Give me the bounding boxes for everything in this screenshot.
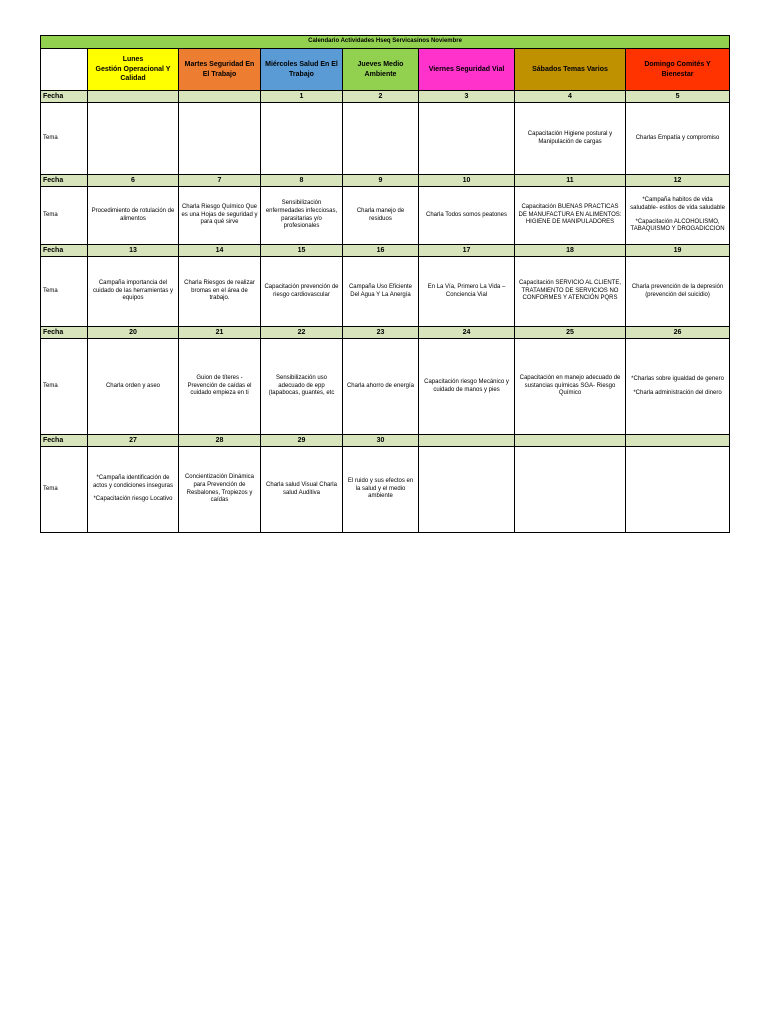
activity-cell — [626, 257, 730, 327]
tema-row — [41, 257, 730, 327]
tema-label: Tema — [41, 103, 88, 175]
activity-cell — [515, 339, 626, 435]
date-cell: 26 — [626, 327, 730, 339]
fecha-row — [41, 91, 730, 103]
date-cell: 28 — [179, 435, 261, 447]
activity-text: El ruido y sus efectos en la salud y el medio ambiente — [347, 477, 414, 500]
activity-cell — [515, 103, 626, 175]
header-lunes — [88, 49, 179, 91]
activity-text: Charla prevención de la depresión (prevención del suicidio) — [631, 283, 724, 298]
activity-text: Sensibilización enfermedades infecciosas, parasitarias y/o profesionales — [265, 199, 338, 230]
date-cell: 24 — [419, 327, 515, 339]
fecha-label: Fecha — [41, 91, 88, 103]
activity-text: Campaña importancia del cuidado de las herramientas y equipos — [92, 279, 174, 302]
date-cell: 4 — [515, 91, 626, 103]
date-cell: 8 — [261, 175, 343, 187]
fecha-row — [41, 245, 730, 257]
activity-text: Concientización Dinámica para Prevención de Resbalones, Tropiezos y caídas — [184, 473, 255, 504]
activity-cell — [626, 339, 730, 435]
activity-cell — [261, 187, 343, 245]
activity-cell — [626, 187, 730, 245]
activity-text: Charla salud Visual Charla salud Auditiva — [266, 481, 337, 496]
activity-text: Capacitación BUENAS PRACTICAS DE MANUFACTURA EN ALIMENTOS: HIGIENE DE MANIPULADORES — [518, 203, 622, 226]
tema-label: Tema — [41, 447, 88, 533]
activity-text: *Campaña habitos de vida saludable- estilos de vida saludable — [630, 196, 725, 211]
activity-text: En La Vía, Primero La Vida – Conciencia Vial — [427, 283, 506, 298]
activity-cell — [88, 257, 179, 327]
header-jueves: Jueves Medio Ambiente — [343, 49, 419, 91]
date-cell: 29 — [261, 435, 343, 447]
date-cell: 1 — [261, 91, 343, 103]
activity-text: Capacitación riesgo Mecánico y cuidado de manos y pies — [424, 378, 509, 393]
date-cell: 10 — [419, 175, 515, 187]
activity-text: *Campaña identificación de actos y condiciones inseguras — [92, 474, 174, 489]
fecha-row — [41, 327, 730, 339]
fecha-label: Fecha — [41, 175, 88, 187]
activity-text: Campaña Uso Eficiente Del Agua Y La Anergía — [348, 283, 413, 298]
date-cell: 25 — [515, 327, 626, 339]
activity-cell — [626, 103, 730, 175]
activity-cell — [343, 339, 419, 435]
activity-text: Capacitación prevención de riesgo cardiovascular — [264, 283, 339, 298]
tema-row — [41, 187, 730, 245]
date-cell — [419, 435, 515, 447]
fecha-row — [41, 435, 730, 447]
activity-text: Charla orden y aseo — [105, 382, 161, 389]
activity-cell — [179, 339, 261, 435]
date-cell: 3 — [419, 91, 515, 103]
date-cell — [88, 91, 179, 103]
activity-cell — [515, 257, 626, 327]
tema-label: Tema — [41, 187, 88, 245]
activity-text: Capacitación en manejo adecuado de sustancias químicas SGA- Riesgo Químico — [519, 374, 621, 397]
fecha-row — [41, 175, 730, 187]
header-viernes: Viernes Seguridad Vial — [419, 49, 515, 91]
date-cell — [515, 435, 626, 447]
activity-cell — [261, 103, 343, 175]
weekday-header-row — [41, 49, 730, 91]
calendar-title: Calendario Actividades Hseq Servicasinos Noviembre — [41, 36, 730, 49]
header-empty-cell — [41, 49, 88, 91]
tema-label: Tema — [41, 339, 88, 435]
activity-cell — [343, 103, 419, 175]
header-miercoles: Miércoles Salud En El Trabajo — [261, 49, 343, 91]
tema-row — [41, 339, 730, 435]
date-cell — [179, 91, 261, 103]
date-cell: 2 — [343, 91, 419, 103]
activity-cell — [261, 447, 343, 533]
activity-text: Charla Riesgo Químico Que es una Hojas de seguridad y para qué sirve — [181, 203, 258, 226]
activity-text: *Charlas sobre igualdad de genero — [631, 375, 724, 382]
header-lunes-topic: Gestión Operacional Y Calidad — [95, 65, 171, 83]
activity-cell — [261, 257, 343, 327]
activity-text-secondary: *Charla administración del dinero — [633, 389, 722, 396]
date-cell: 15 — [261, 245, 343, 257]
activity-cell — [419, 257, 515, 327]
activity-cell — [88, 187, 179, 245]
activity-text: Charla Riesgos de realizar bromas en el área de trabajo. — [184, 279, 255, 302]
activity-cell — [626, 447, 730, 533]
date-cell: 27 — [88, 435, 179, 447]
date-cell: 20 — [88, 327, 179, 339]
date-cell: 18 — [515, 245, 626, 257]
date-cell: 13 — [88, 245, 179, 257]
activity-cell — [88, 447, 179, 533]
activity-cell — [419, 447, 515, 533]
date-cell: 12 — [626, 175, 730, 187]
tema-row — [41, 103, 730, 175]
date-cell: 7 — [179, 175, 261, 187]
activity-cell — [179, 447, 261, 533]
date-cell: 17 — [419, 245, 515, 257]
date-cell: 14 — [179, 245, 261, 257]
tema-row — [41, 447, 730, 533]
calendar-table — [40, 35, 730, 533]
header-lunes-day: Lunes — [122, 56, 144, 64]
date-cell: 5 — [626, 91, 730, 103]
activity-text: Guion de títeres - Prevención de caídas el cuidado empieza en ti — [187, 374, 252, 397]
date-cell: 6 — [88, 175, 179, 187]
activity-text: Capacitación Higiene postural y Manipulación de cargas — [527, 130, 613, 145]
activity-cell — [419, 339, 515, 435]
date-cell: 21 — [179, 327, 261, 339]
date-cell: 9 — [343, 175, 419, 187]
date-cell: 23 — [343, 327, 419, 339]
activity-cell — [419, 187, 515, 245]
activity-cell — [88, 339, 179, 435]
activity-text: Charla Todos somos peatones — [426, 211, 507, 218]
activity-cell — [343, 447, 419, 533]
activity-text: Charla ahorro de energía — [346, 382, 415, 389]
activity-text: Capacitación SERVICIO AL CLIENTE, TRATAMIENTO DE SERVICIOS NO CONFORMES Y ATENCIÓN PQRS — [518, 279, 622, 302]
activity-cell — [343, 187, 419, 245]
date-cell: 30 — [343, 435, 419, 447]
fecha-label: Fecha — [41, 245, 88, 257]
header-domingo: Domingo Comités Y Bienestar — [626, 49, 730, 91]
date-cell: 16 — [343, 245, 419, 257]
date-cell: 22 — [261, 327, 343, 339]
activity-text: Charla manejo de residuos — [356, 207, 405, 222]
activity-text: Charlas Empatía y compromiso — [635, 134, 720, 141]
activity-text-secondary: *Capacitación riesgo Locativo — [93, 496, 173, 503]
activity-cell — [179, 103, 261, 175]
activity-cell — [179, 257, 261, 327]
fecha-label: Fecha — [41, 327, 88, 339]
activity-cell — [179, 187, 261, 245]
date-cell: 19 — [626, 245, 730, 257]
tema-label: Tema — [41, 257, 88, 327]
date-cell — [626, 435, 730, 447]
activity-cell — [515, 447, 626, 533]
activity-cell — [343, 257, 419, 327]
activity-cell — [261, 339, 343, 435]
fecha-label: Fecha — [41, 435, 88, 447]
activity-cell — [515, 187, 626, 245]
date-cell: 11 — [515, 175, 626, 187]
activity-text-secondary: *Capacitación ALCOHOLISMO, TABAQUISMO Y DROGADICCION — [630, 218, 725, 233]
activity-cell — [419, 103, 515, 175]
activity-text: Sensibilización uso adecuado de epp (tapabocas, guantes, etc — [268, 374, 335, 397]
header-martes: Martes Seguridad En El Trabajo — [179, 49, 261, 91]
header-sabado: Sábados Temas Varios — [515, 49, 626, 91]
activity-cell — [88, 103, 179, 175]
activity-text: Procedimiento de rotulación de alimentos — [91, 207, 175, 222]
